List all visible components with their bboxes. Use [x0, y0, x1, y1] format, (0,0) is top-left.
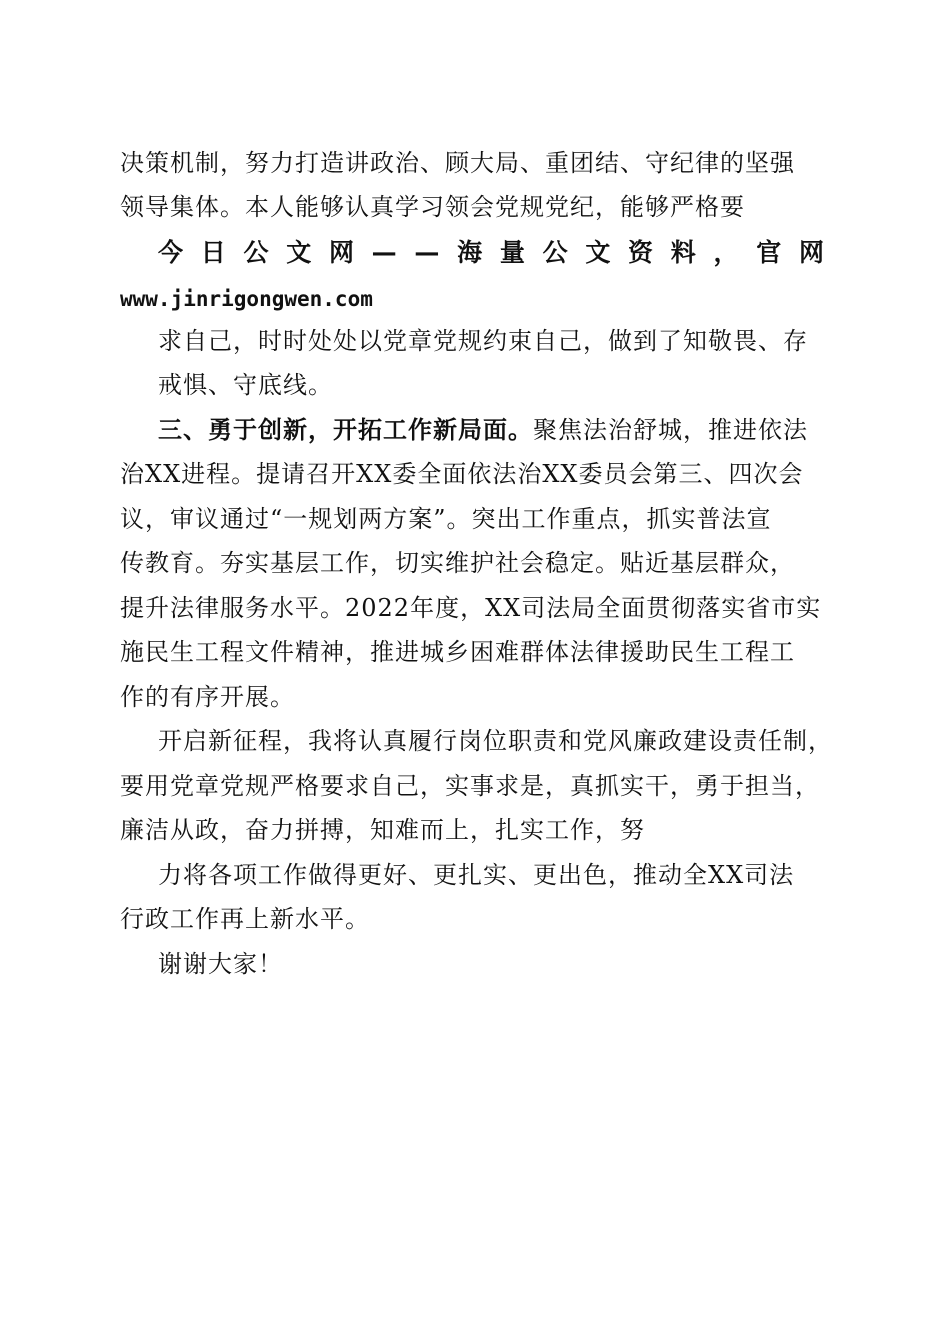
paragraph-line: 领导集体。本人能够认真学习领会党规党纪，能够严格要: [120, 193, 745, 221]
paragraph-line: 施民生工程文件精神，推进城乡困难群体法律援助民生工程工: [120, 638, 795, 666]
watermark-banner: 今 日 公 文 网 — — 海 量 公 文 资 料 ， 官 网: [158, 238, 824, 267]
paragraph-line: 力将各项工作做得更好、更扎实、更出色，推动全XX司法: [158, 861, 795, 889]
paragraph-line: 提升法律服务水平。2022年度，XX司法局全面贯彻落实省市实: [120, 594, 822, 622]
paragraph-line: 求自己，时时处处以党章党规约束自己，做到了知敬畏、存: [158, 327, 808, 355]
section-text: 聚焦法治舒城，推进依法: [533, 416, 808, 444]
paragraph-line: 传教育。夯实基层工作，切实维护社会稳定。贴近基层群众，: [120, 549, 795, 577]
paragraph-line: 行政工作再上新水平。: [120, 905, 370, 933]
section-heading: 三、勇于创新，开拓工作新局面。: [158, 416, 533, 444]
paragraph-line: 决策机制，努力打造讲政治、顾大局、重团结、守纪律的坚强: [120, 149, 795, 177]
paragraph-line: 要用党章党规严格要求自己，实事求是，真抓实干，勇于担当，: [120, 772, 820, 800]
watermark-url: www.jinrigongwen.com: [120, 287, 373, 311]
paragraph-line: 作的有序开展。: [120, 683, 295, 711]
paragraph-line: 议，审议通过“一规划两方案”。突出工作重点，抓实普法宣: [120, 505, 772, 533]
paragraph-line: 廉洁从政，奋力拼搏，知难而上，扎实工作，努: [120, 816, 645, 844]
paragraph-line: 戒惧、守底线。: [158, 371, 333, 399]
closing-line: 谢谢大家！: [158, 950, 283, 978]
section-line: [158, 413, 808, 447]
paragraph-line: 开启新征程，我将认真履行岗位职责和党风廉政建设责任制，: [158, 727, 833, 755]
paragraph-line: 治XX进程。提请召开XX委全面依法治XX委员会第三、四次会: [120, 460, 804, 488]
